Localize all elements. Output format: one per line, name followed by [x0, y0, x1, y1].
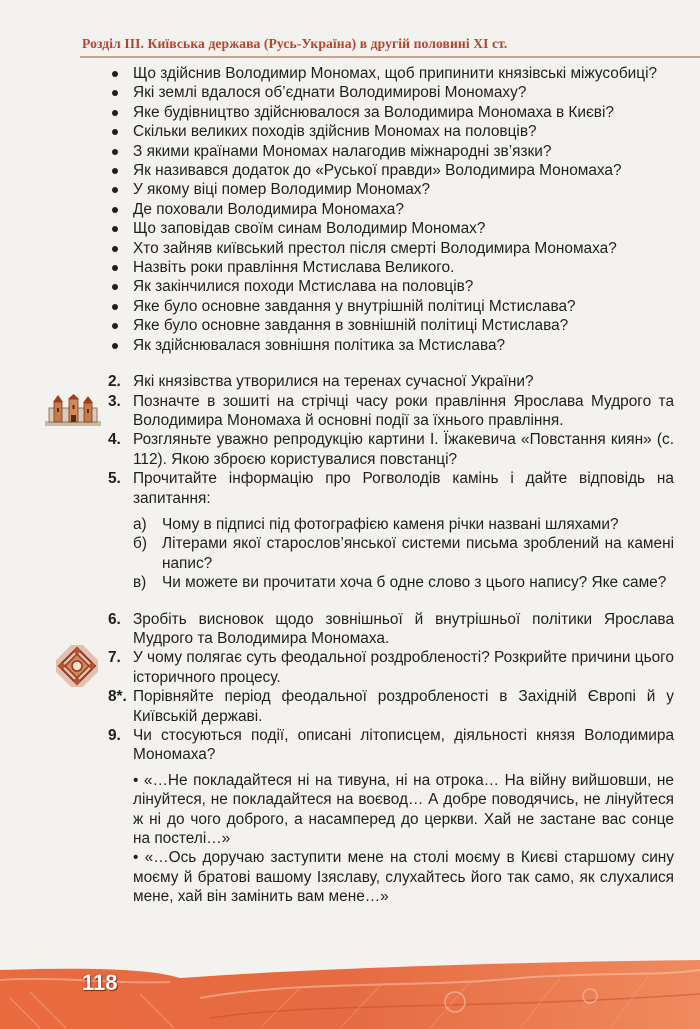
- question-number: 9.: [108, 727, 121, 744]
- list-item: Як називався додаток до «Руської правди» Володимира Мономаха?: [0, 161, 700, 180]
- question-text: Які князівства утворилися на теренах сучасної України?: [133, 373, 534, 391]
- list-item: Де поховали Володимира Мономаха?: [0, 200, 700, 219]
- page-content: [0, 60, 700, 907]
- list-item: Як закінчилися походи Мстислава на половців?: [0, 277, 700, 296]
- question-1-list: [0, 64, 700, 355]
- page-number: 118: [82, 970, 118, 995]
- list-item: Як здійснювалася зовнішня політика за Мстислава?: [0, 336, 700, 355]
- question-5: [0, 469, 700, 508]
- question-text: Розгляньте уважно репродукцію картини І. Їжакевича «Повстання киян» (с. 112). Якою зброєю користувалися повстанці?: [133, 431, 674, 468]
- ornament-icon: [56, 645, 98, 687]
- question-text: Зробіть висновок щодо зовнішньої й внутрішньої політики Ярослава Мудрого та Володимира Мономаха.: [133, 610, 674, 647]
- castle-icon: [45, 394, 101, 426]
- subquestion-b: [0, 534, 700, 573]
- question-text: Порівняйте період феодальної роздробленості в Західній Європі й у Київській державі.: [133, 688, 674, 725]
- list-item: Які землі вдалося об’єднати Володимирові Мономаху?: [0, 83, 700, 102]
- subquestion-letter: б): [133, 535, 147, 553]
- question-2: [0, 372, 700, 391]
- question-9: [0, 726, 700, 765]
- list-item: Назвіть роки правління Мстислава Великого.: [0, 258, 700, 277]
- section-title: Розділ ІІІ. Київська держава (Русь-Україна) в другій половині XI ст.: [82, 36, 508, 51]
- list-item: З якими країнами Мономах налагодив міжнародні зв’язки?: [0, 142, 700, 161]
- subquestion-a: [0, 515, 700, 534]
- subquestion-text: Чому в підписі під фотографією каменя річки названі шляхами?: [162, 515, 619, 533]
- question-text: У чому полягає суть феодальної роздробленості? Розкрийте причини цього історичного процесу.: [133, 649, 674, 686]
- chronicle-quote-1: • «…Не покладайтеся ні на тивуна, ні на отрока… На війну вийшовши, не лінуйтеся, не покладайтеся на воєвод… А добре поводячись, не лінуйтеся ж ні до чого доброго, а насамперед до церкви. Хай не застане вас сонце на постелі…»: [133, 771, 674, 848]
- question-number: 4.: [108, 431, 121, 449]
- question-text: Чи стосуються події, описані літописцем, діяльності князя Володимира Мономаха?: [133, 727, 674, 764]
- question-6: [0, 610, 700, 649]
- question-number: 5.: [108, 470, 121, 488]
- list-item: Яке було основне завдання в зовнішній політиці Мстислава?: [0, 316, 700, 335]
- question-7: [0, 648, 700, 687]
- header-divider: [80, 56, 700, 58]
- subquestion-text: Чи можете ви прочитати хоча б одне слово з цього напису? Яке саме?: [162, 574, 667, 592]
- running-header: [0, 0, 700, 62]
- question-text: Позначте в зошиті на стрічці часу роки правління Ярослава Мудрого та Володимира Мономаха й основні події за їхнього правління.: [133, 392, 674, 429]
- list-item: Хто зайняв київський престол після смерті Володимира Мономаха?: [0, 239, 700, 258]
- list-item: Яке було основне завдання у внутрішній політиці Мстислава?: [0, 297, 700, 316]
- question-number: 3.: [108, 392, 121, 410]
- question-text: Прочитайте інформацію про Рогволодів камінь і дайте відповідь на запитання:: [133, 470, 674, 507]
- question-4: [0, 430, 700, 469]
- subquestion-letter: в): [133, 574, 147, 592]
- subquestion-c: [0, 573, 700, 592]
- question-3: [0, 392, 700, 431]
- question-number: 6.: [108, 610, 121, 628]
- question-8: [0, 687, 700, 726]
- list-item: Що здійснив Володимир Мономах, щоб припинити князівські міжусобиці?: [0, 64, 700, 83]
- question-number: 2.: [108, 373, 121, 391]
- subquestion-text: Літерами якої старослов’янської системи письма зроблений на камені напис?: [162, 535, 674, 572]
- list-item: Що заповідав своїм синам Володимир Мономах?: [0, 219, 700, 238]
- subquestion-letter: а): [133, 515, 147, 533]
- question-number: 7.: [108, 649, 121, 667]
- list-item: У якому віці помер Володимир Мономах?: [0, 180, 700, 199]
- list-item: Скільки великих походів здійснив Мономах на половців?: [0, 122, 700, 141]
- question-number: 8*.: [108, 688, 127, 706]
- list-item: Яке будівництво здійснювалося за Володимира Мономаха в Києві?: [0, 103, 700, 122]
- chronicle-quote-2: • «…Ось доручаю заступити мене на столі моєму в Києві старшому сину моєму й братові вашому Ізяславу, слухайтесь його так само, як слухалися мене, хай він замінить вам мене…»: [133, 849, 674, 906]
